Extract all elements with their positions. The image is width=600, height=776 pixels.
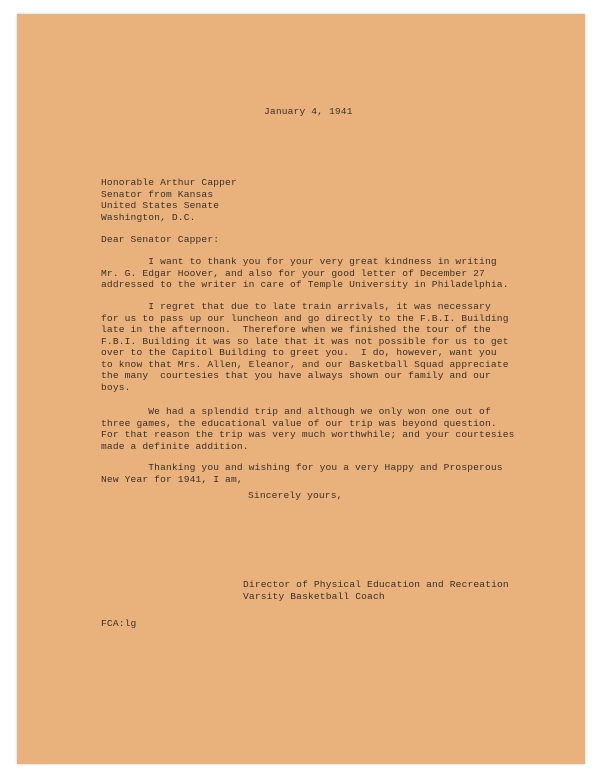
paragraph-line: the many courtesies that you have always shown our family and our (101, 370, 491, 381)
paragraph-line: For that reason the trip was very much worthwhile; and your courtesies (101, 429, 515, 440)
paragraph-line: for us to pass up our luncheon and go directly to the F.B.I. Building (101, 312, 509, 324)
paragraph-line: Thanking you and wishing for you a very Happy and Prosperous (101, 462, 503, 473)
letter-date: January 4, 1941 (264, 106, 353, 117)
reference-initials: FCA:lg (101, 618, 137, 629)
paragraph-line: We had a splendid trip and although we only won one out of (101, 406, 491, 417)
paragraph-line: to know that Mrs. Allen, Eleanor, and our Basketball Squad appreciate (101, 358, 509, 370)
salutation: Dear Senator Capper: (101, 234, 220, 245)
paragraph-line: I want to thank you for your very great kindness in writing (101, 256, 497, 267)
address-line: Honorable Arthur Capper (101, 177, 237, 188)
paragraph-trip (101, 406, 515, 452)
paragraph-line: over to the Capitol Building to greet you. I do, however, want you (101, 347, 497, 358)
paragraph-line: late in the afternoon. Therefore when we finished the tour of the (101, 324, 491, 335)
paragraph-line: F.B.I. Building it was so late that it was not possible for us to get (101, 335, 509, 347)
paragraph-new-year (101, 462, 503, 485)
address-line: United States Senate (101, 200, 220, 211)
address-line: Washington, D.C. (101, 211, 196, 223)
paragraph-line: I regret that due to late train arrivals, it was necessary (101, 301, 491, 312)
paragraph-line: New Year for 1941, I am, (101, 473, 243, 485)
complimentary-closing: Sincerely yours, (248, 490, 343, 501)
paragraph-line: addressed to the writer in care of Temple University in Philadelphia. (101, 279, 509, 290)
signature-line: Varsity Basketball Coach (243, 590, 385, 602)
signature-block (243, 579, 509, 602)
signature-line: Director of Physical Education and Recreation (243, 579, 509, 590)
recipient-address (101, 177, 237, 223)
address-line: Senator from Kansas (101, 188, 214, 200)
paragraph-thanks (101, 256, 509, 291)
paragraph-line: boys. (101, 381, 131, 393)
paragraph-line: made a definite addition. (101, 440, 249, 452)
paragraph-line: three games, the educational value of our trip was beyond question. (101, 417, 497, 429)
paragraph-regret (101, 301, 509, 393)
paragraph-line: Mr. G. Edgar Hoover, and also for your good letter of December 27 (101, 267, 485, 279)
